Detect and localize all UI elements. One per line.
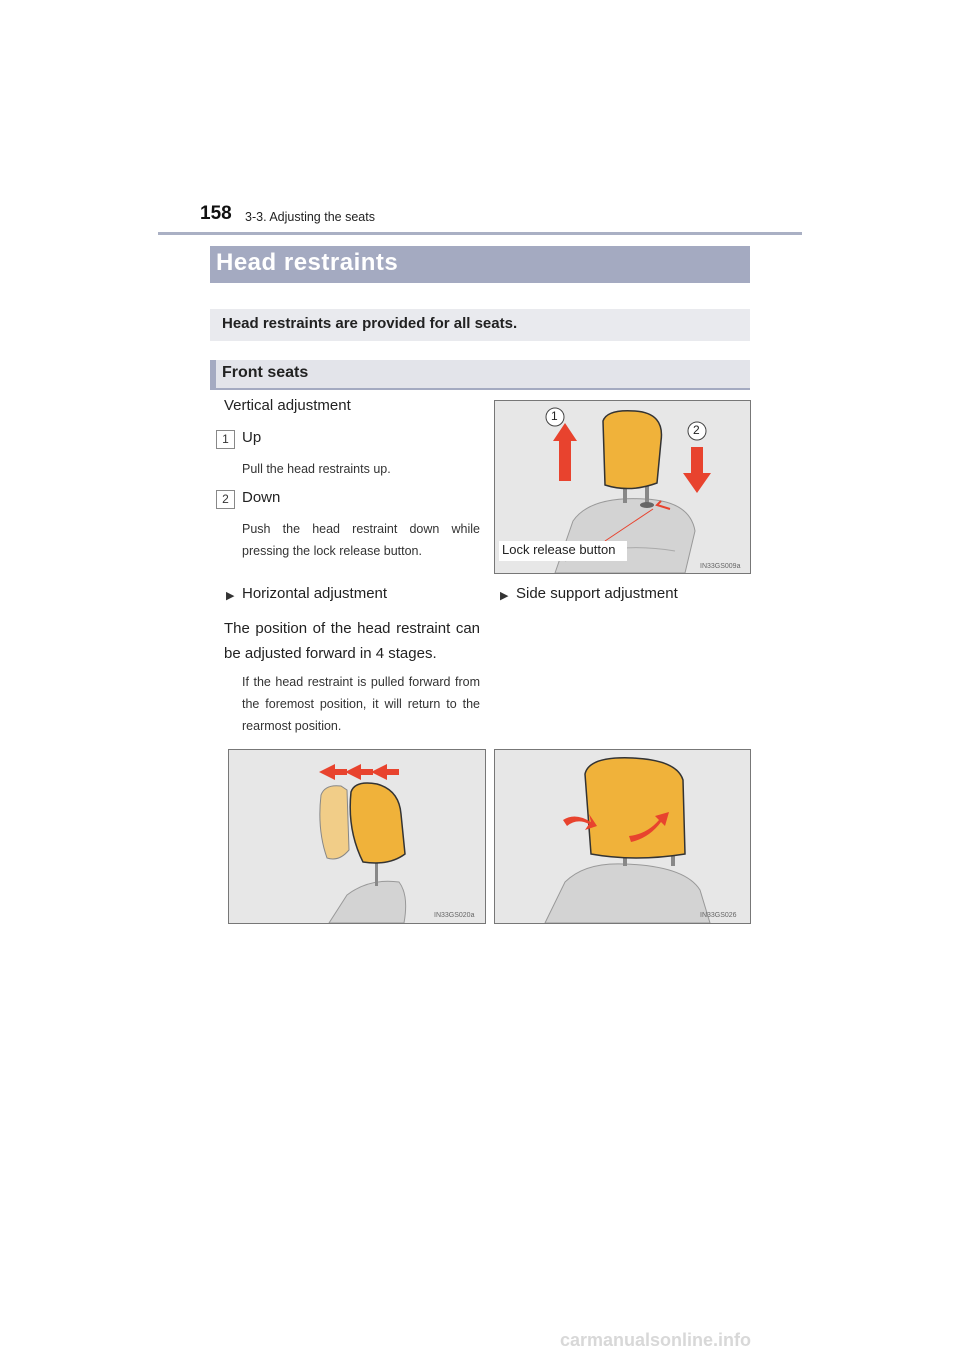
horizontal-adjustment-figure: [228, 749, 486, 924]
callout-1: 1: [551, 409, 558, 423]
figure-code: IN33GS020a: [434, 912, 475, 919]
horizontal-note: If the head restraint is pulled forward from the foremost position, it will return to the rearmost position.: [242, 675, 480, 733]
bullet-triangle-icon: ▶: [226, 590, 235, 602]
bullet-triangle-icon: ▶: [500, 590, 509, 602]
horizontal-adjustment-illustration: [229, 750, 485, 923]
callout-2: 2: [693, 423, 700, 437]
figure-code: IN33GS026: [700, 912, 737, 919]
step-number-1: 1: [216, 430, 235, 449]
step-note-down: Push the head restraint down while pressing the lock release button.: [242, 522, 480, 558]
step-label-down: Down: [242, 489, 281, 506]
step-number-2: 2: [216, 490, 235, 509]
header-rule: [158, 232, 802, 235]
figure-code: IN33GS009a: [700, 563, 741, 570]
step-label-up: Up: [242, 429, 262, 446]
section-label: 3-3. Adjusting the seats: [245, 210, 375, 224]
subsection-accent: [210, 360, 216, 390]
side-support-heading: Side support adjustment: [516, 585, 678, 602]
lock-release-label: Lock release button: [502, 542, 616, 557]
footer-watermark: carmanualsonline.info: [560, 1330, 752, 1350]
vertical-adjustment-figure: [494, 400, 751, 574]
side-support-figure: [494, 749, 751, 924]
page-title: Head restraints: [216, 249, 399, 276]
page-number: 158: [200, 203, 232, 224]
vertical-heading: Vertical adjustment: [224, 397, 351, 414]
side-support-illustration: [495, 750, 750, 923]
horizontal-body: The position of the head restraint can be adjusted forward in 4 stages.: [224, 620, 480, 662]
intro-text: Head restraints are provided for all seats.: [222, 315, 518, 332]
step-note-up: Pull the head restraints up.: [242, 462, 391, 476]
subsection-title: Front seats: [222, 364, 309, 381]
horizontal-heading: Horizontal adjustment: [242, 585, 388, 602]
